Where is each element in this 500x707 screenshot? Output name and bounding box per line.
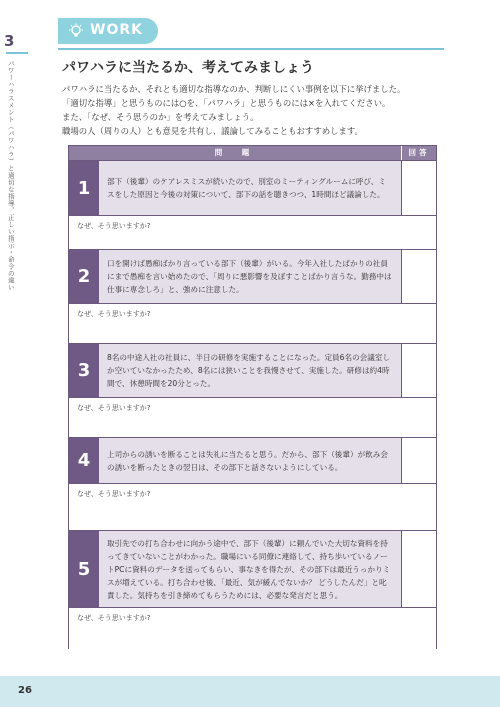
intro-line: 「適切な指導」と思うものには○を、「パワハラ」と思うものには×を入れてください。 <box>62 98 391 108</box>
answer-box[interactable] <box>401 344 436 397</box>
why-field[interactable]: なぜ、そう思いますか? <box>69 483 436 530</box>
question-row <box>69 250 436 344</box>
question-text: 取引先での打ち合わせに向かう途中で、部下（後輩）に頼んでいた大切な資料を持ってきていないことがわかった。職場にいる同僚に連絡して、持ち歩いているノートPCに資料のデータを送ってもらい、事なきを得たが、その部下は最近うっかりミスが増えている。打ち合わせ後、「最近、気が緩んでないか？ どうしたんだ」と叱責した。気持ちを引き締めてもらうためには、必要な発言だと思う。 <box>107 538 391 600</box>
page-title: パワハラに当たるか、考えてみましょう <box>62 60 314 76</box>
answer-box[interactable] <box>401 250 436 303</box>
why-field[interactable]: なぜ、そう思いますか? <box>69 303 436 343</box>
chapter-divider <box>6 52 28 54</box>
question-number: 3 <box>69 344 99 397</box>
intro-line: また、「なぜ、そう思うのか」を考えてみましょう。 <box>62 112 259 122</box>
lightbulb-icon <box>68 23 84 39</box>
question-number: 5 <box>69 531 99 607</box>
chapter-vertical-title: パワーハラスメント（パワハラ）と適切な指導、正しい指示・命令の違い <box>6 60 15 291</box>
question-row <box>69 161 436 250</box>
why-field[interactable]: なぜ、そう思いますか? <box>69 397 436 437</box>
worksheet-table <box>68 145 437 649</box>
answer-box[interactable] <box>401 161 436 215</box>
table-header <box>69 146 436 161</box>
question-text: 上司からの誘いを断ることは失礼に当たると思う。だから、部下（後輩）が飲み会の誘いを断ったときの翌日は、その部下と話さないようにしている。 <box>107 449 388 472</box>
why-field[interactable]: なぜ、そう思いますか? <box>69 607 436 653</box>
question-row <box>69 531 436 653</box>
work-label: WORK <box>90 22 143 38</box>
chapter-number: 3 <box>4 32 15 50</box>
header-answer: 回答 <box>401 146 436 160</box>
why-field[interactable]: なぜ、そう思いますか? <box>69 215 436 249</box>
question-row <box>69 438 436 531</box>
title-underline <box>58 48 444 50</box>
intro-line: パワハラに当たるか、それとも適切な指導なのか、判断しにくい事例を以下に挙げました。 <box>62 84 406 94</box>
question-number: 2 <box>69 250 99 303</box>
intro-text <box>62 82 442 138</box>
question-number: 1 <box>69 161 99 215</box>
work-label-tag <box>58 18 158 44</box>
answer-box[interactable] <box>401 531 436 607</box>
question-text: 部下（後輩）のケアレスミスが続いたので、別室のミーティングルームに呼び、ミスをした原因と今後の対策について、部下の話を聴きつつ、1時間ほど議論した。 <box>107 177 386 199</box>
answer-box[interactable] <box>401 438 436 483</box>
page-footer <box>0 676 500 707</box>
page-number: 26 <box>18 685 32 696</box>
chapter-sidebar <box>0 0 30 707</box>
question-text: 口を開けば愚痴ばかり言っている部下（後輩）がいる。今年入社したばかりの社員にまで愚痴を言い始めたので、「周りに悪影響を及ぼすことばかり言うな。勤務中は仕事に専念しろ」と、強めに注意した。 <box>107 259 392 294</box>
question-row <box>69 344 436 438</box>
question-text: 8名の中途入社の社員に、半日の研修を実施することになった。定員6名の会議室しか空いていなかったため、8名には狭いことを我慢させて、実施した。研修は約4時間で、休憩時間を20分とった。 <box>107 353 391 388</box>
question-number: 4 <box>69 438 99 483</box>
header-question: 問 題 <box>214 148 256 157</box>
intro-line: 職場の人（周りの人）とも意見を共有し、議論してみることもおすすめします。 <box>62 126 363 136</box>
